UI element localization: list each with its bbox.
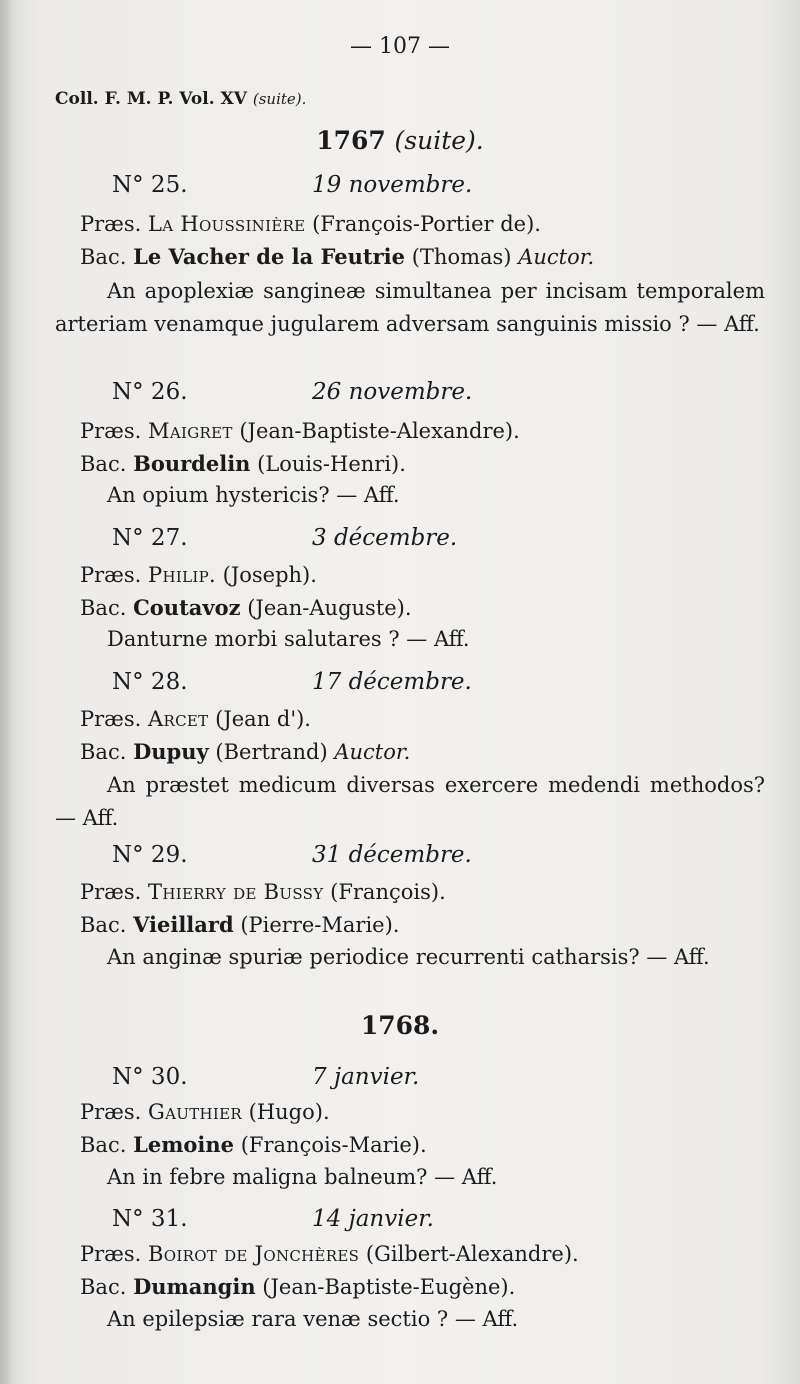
bachelor-details: (Pierre-Marie). [240, 913, 400, 937]
year-1767: 1767 [316, 126, 386, 155]
bachelor-label: Bac. [80, 913, 127, 937]
thesis-question: An opium hystericis? — Aff. [107, 483, 400, 507]
bachelor-label: Bac. [80, 452, 127, 476]
entry-number: N° 28. [112, 669, 188, 695]
bachelor-name: Dumangin [133, 1274, 256, 1299]
running-head-note: (suite). [252, 90, 307, 108]
bachelor-auctor: Auctor. [334, 740, 411, 764]
running-head [55, 89, 306, 109]
praeses-details: (Jean d'). [215, 707, 311, 731]
praeses-name: Philip. [148, 563, 216, 587]
entry-number: N° 27. [112, 525, 188, 551]
bachelor-line [80, 739, 410, 764]
bachelor-label: Bac. [80, 1133, 127, 1157]
praeses-details: (Hugo). [248, 1100, 330, 1124]
praeses-label: Præs. [80, 707, 142, 731]
bachelor-details: (Bertrand) [215, 740, 328, 764]
bachelor-line [80, 1274, 515, 1299]
bachelor-name: Bourdelin [133, 451, 251, 476]
praeses-line [80, 563, 317, 587]
entry-date: 3 décembre. [312, 525, 458, 551]
bachelor-name: Coutavoz [133, 595, 241, 620]
thesis-question: An epilepsiæ rara venæ sectio ? — Aff. [107, 1307, 519, 1331]
entry-date: 31 décembre. [312, 842, 472, 868]
praeses-details: (François). [330, 880, 446, 904]
bachelor-name: Dupuy [133, 739, 209, 764]
bachelor-details: (Thomas) [411, 245, 512, 269]
praeses-line [80, 880, 446, 904]
bachelor-label: Bac. [80, 245, 127, 269]
running-head-title: Coll. F. M. P. Vol. XV [55, 89, 247, 109]
praeses-details: (Gilbert-Alexandre). [365, 1242, 579, 1266]
page-edge-shadow [0, 0, 14, 1384]
praeses-name: Boirot de Jonchères [148, 1242, 360, 1266]
entry-date: 7 janvier. [312, 1064, 420, 1090]
thesis-question: An præstet medicum diversas exercere medendi methodos? — Aff. [55, 773, 765, 830]
praeses-line [80, 212, 541, 236]
year-1767-suffix: (suite). [394, 126, 484, 155]
praeses-label: Præs. [80, 212, 142, 236]
bachelor-line [80, 244, 594, 269]
year-1768: 1768. [360, 1011, 440, 1040]
thesis-question: Danturne morbi salutares ? — Aff. [107, 627, 470, 651]
praeses-name: Maigret [148, 419, 233, 443]
bachelor-details: (Jean-Baptiste-Eugène). [262, 1275, 516, 1299]
entry-number: N° 29. [112, 842, 188, 868]
praeses-line [80, 1100, 330, 1124]
bachelor-details: (François-Marie). [240, 1133, 427, 1157]
entry-date: 14 janvier. [312, 1206, 434, 1232]
praeses-name: Arcet [148, 707, 209, 731]
praeses-label: Præs. [80, 880, 142, 904]
entry-number: N° 26. [112, 379, 188, 405]
entry-number: N° 30. [112, 1064, 188, 1090]
entry-date: 19 novembre. [312, 172, 473, 198]
year-heading-1768 [0, 1011, 800, 1040]
bachelor-auctor: Auctor. [518, 245, 595, 269]
entry-date: 26 novembre. [312, 379, 473, 405]
praeses-label: Præs. [80, 563, 142, 587]
bachelor-name: Vieillard [133, 912, 234, 937]
praeses-name: Thierry de Bussy [148, 880, 324, 904]
bachelor-line [80, 1132, 427, 1157]
year-heading-1767 [0, 126, 800, 155]
bachelor-details: (Louis-Henri). [257, 452, 406, 476]
praeses-details: (Joseph). [222, 563, 317, 587]
entry-number: N° 25. [112, 172, 188, 198]
bachelor-label: Bac. [80, 1275, 127, 1299]
thesis-question: An anginæ spuriæ periodice recurrenti catharsis? — Aff. [107, 945, 710, 969]
praeses-name: La Houssinière [148, 212, 306, 236]
praeses-line [80, 1242, 579, 1266]
thesis-question: An apoplexiæ sangineæ simultanea per incisam temporalem arteriam venamque jugularem adversam sanguinis missio ? — Aff. [55, 279, 765, 336]
entry-date: 17 décembre. [312, 669, 472, 695]
thesis-question: An in febre maligna balneum? — Aff. [107, 1165, 498, 1189]
praeses-label: Præs. [80, 1242, 142, 1266]
page-number: — 107 — [350, 34, 450, 59]
praeses-label: Præs. [80, 419, 142, 443]
praeses-line [80, 707, 311, 731]
praeses-details: (Jean-Baptiste-Alexandre). [239, 419, 520, 443]
praeses-label: Præs. [80, 1100, 142, 1124]
bachelor-line [80, 912, 399, 937]
praeses-line [80, 419, 520, 443]
bachelor-name: Le Vacher de la Feutrie [133, 244, 406, 269]
bachelor-details: (Jean-Auguste). [247, 596, 412, 620]
entry-number: N° 31. [112, 1206, 188, 1232]
bachelor-name: Lemoine [133, 1132, 235, 1157]
bachelor-line [80, 451, 406, 476]
bachelor-line [80, 595, 412, 620]
bachelor-label: Bac. [80, 740, 127, 764]
praeses-name: Gauthier [148, 1100, 242, 1124]
bachelor-label: Bac. [80, 596, 127, 620]
praeses-details: (François-Portier de). [312, 212, 541, 236]
